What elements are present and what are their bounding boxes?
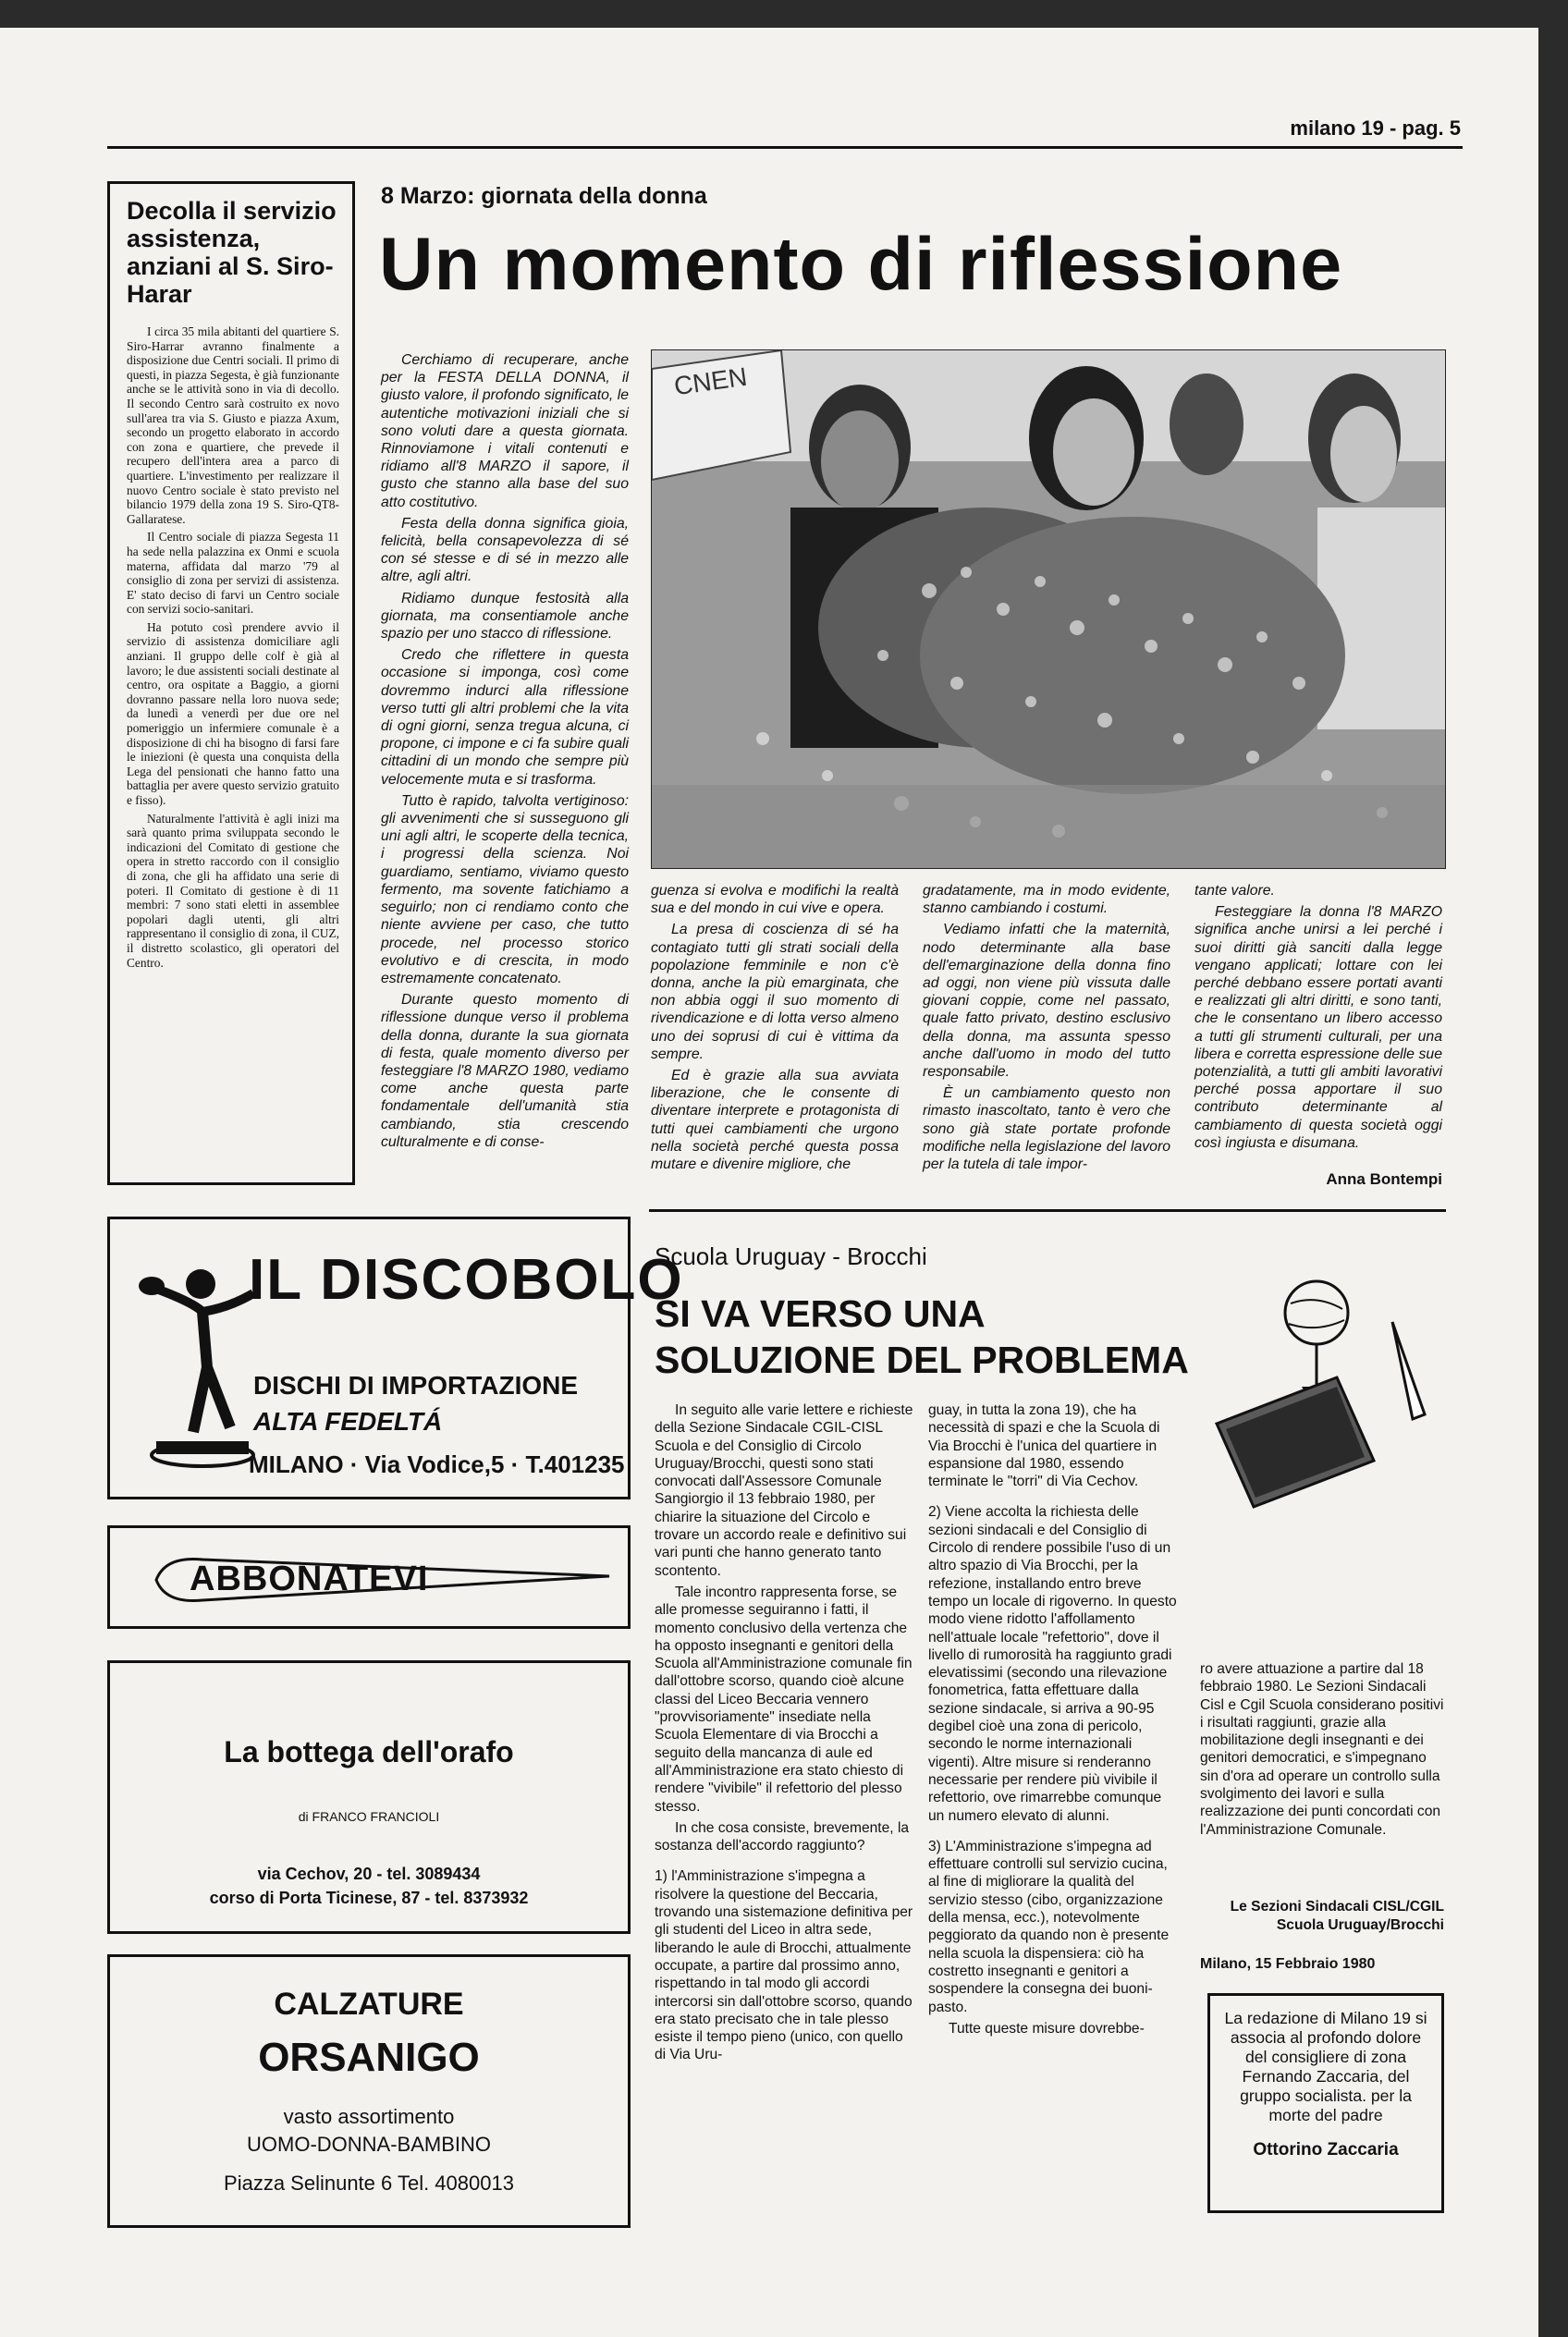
main-col-4	[1194, 882, 1442, 1156]
main-paragraph: La presa di coscienza di sé ha contagiato tutti gli strati sociali della popolazione femminile e non c'è donna, anche la più emarginata, che non abbia oggi il suo momento di rivendicazione e di lotta verso almeno uno dei soprusi di cui è vittima da sempre.	[651, 922, 899, 1062]
school-paragraph: Tale incontro rappresenta forse, se alle promesse seguiranno i fatti, il momento conclusivo della vertenza che ha opposto insegnanti e genitori della Scuola all'Amministrazione comunale fin dall'ottobre scorso, quando cioè alcune classi del Liceo Beccaria vennero "provvisoriamente" insediate nella Scuola Elementare di via Brocchi a seguito della mancanza di aule ed all'Amministrazione era stato chiesto di rendere "vivibile" il refettorio del plesso stesso.	[655, 1584, 913, 1815]
main-headline: Un momento di riflessione	[379, 223, 1343, 306]
ad-abbonatevi[interactable]	[107, 1525, 631, 1629]
main-col-2	[651, 882, 899, 1177]
orafo-address-1: via Cechov, 20 - tel. 3089434	[257, 1865, 481, 1883]
condolence-box	[1207, 1993, 1444, 2213]
photo-illustration	[652, 350, 1445, 868]
banner-text: CNEN	[672, 361, 750, 401]
school-paragraph: guay, in tutta la zona 19), che ha necessità di spazi e che la Scuola di Via Brocchi è l'unica del quartiere in espansione dal 1980, essendo terminate le "torri" di Via Cechov.	[928, 1402, 1160, 1490]
main-paragraph: Cerchiamo di recuperare, anche per la FESTA DELLA DONNA, il giusto valore, il profondo significato, le autentiche motivazioni iniziali che si sono voluti dare a questa giornata. Rinnoviamone i vitali contenuti e ridiamo all'8 MARZO il sapore, il gusto che stanno alla base del suo atto costitutivo.	[381, 352, 629, 510]
school-item-2: 2) Viene accolta la richiesta delle sezioni sindacali e del Consiglio di Circolo di rendere possibile l'uso di un altro spazio di Via Brocchi, per la refezione, installando entro breve tempo un locale di rigoverno. In questo modo viene ridotto l'affollamento nell'attuale locale "refettorio", dove il livello di rumorosità ha raggiunto gradi elevatissimi (secondo una rilevazione fonometrica, fatta effettuare dalla sezione sindacale, si arriva a 90-95 degibel cioè una zona di pericolo, secondo le norme internazionali vigenti). Altre misure si renderanno necessarie per rendere più vivibile il refettorio, ove rimarrebbe comunque un numero elevato di alunni.	[928, 1504, 1177, 1824]
main-paragraph: guenza si evolva e modifichi la realtà sua e del mondo in cui vive e opera.	[651, 883, 899, 917]
calzature-title-2: ORSANIGO	[258, 2035, 480, 2080]
school-item-3: 3) L'Amministrazione s'impegna ad effettuare controlli sul servizio cucina, al fine di migliorare la qualità del servizio stesso (cibo, organizzazione della mensa, ecc.), notevolmente peggiorato da quando non è presente nella scuola la dispensiera: ciò ha costretto insegnanti e genitori a sospendere la consegna dei buoni-pasto.	[928, 1838, 1170, 2015]
condolence-text: La redazione di Milano 19 si associa al profondo dolore del consigliere di zona Fernando Zaccaria, del gruppo socialista. per la morte del padre	[1224, 2009, 1427, 2124]
main-author: Anna Bontempi	[1326, 1170, 1442, 1188]
school-supplies-illustration	[1198, 1276, 1446, 1516]
school-paragraph: In che cosa consiste, brevemente, la sostanza dell'accordo raggiunto?	[655, 1819, 910, 1854]
main-paragraph: Ridiamo dunque festosità alla giornata, ma consentiamole anche spazio per uno stacco di riflessione.	[381, 590, 629, 642]
women-day-photo	[651, 349, 1446, 869]
school-signature-2: Scuola Uruguay/Brocchi	[1276, 1917, 1444, 1933]
sidebar-body	[127, 324, 339, 970]
calzature-line-3: Piazza Selinunte 6 Tel. 4080013	[224, 2172, 514, 2195]
school-headline-1: SI VA VERSO UNA	[655, 1292, 986, 1335]
sidebar-article	[107, 181, 355, 1185]
calzature-line-2: UOMO-DONNA-BAMBINO	[247, 2133, 491, 2156]
school-paragraph: In seguito alle varie lettere e richieste della Sezione Sindacale CGIL-CISL Scuola e del Consiglio di Circolo Uruguay/Brocchi, questi sono stati convocati dall'Assessore Comunale Sangiorgio il 13 febbraio 1980, per chiarire la situazione del Circolo e trovare un accordo reale e definitivo sui vari punti che hanno generato tanto scontento.	[655, 1402, 913, 1579]
calzature-line-1: vasto assortimento	[283, 2105, 455, 2128]
school-col-2	[928, 1401, 1180, 2041]
main-paragraph: Festa della donna significa gioia, felicità, bella consapevolezza di sé con sé stesse e di sé in mezzo alle altre, agli altri.	[381, 515, 629, 585]
orafo-owner: di FRANCO FRANCIOLI	[298, 1809, 440, 1824]
school-paragraph: ro avere attuazione a partire dal 18 febbraio 1980. Le Sezioni Sindacali Cisl e Cgil Scuola considerano positivi i risultati raggiunti, grazie alla mobilitazione degli insegnanti e dei genitori democratici, e s'impegnano sin d'ora ad operare un controllo sulla svolgimento dei lavori e sulla realizzazione dei punti concordati con l'Amministrazione Comunale.	[1200, 1661, 1444, 1838]
sidebar-paragraph: I circa 35 mila abitanti del quartiere S. Siro-Harrar avranno finalmente a disposizione due Centri sociali. Il primo di questi, in piazza Segesta, è già funzionante anche se le attività sono in via di decollo. Il secondo Centro sarà costruito ex novo sull'area tra via S. Giusto e piazza Axum, secondo un progetto elaborato in accordo con zona e quartiere, che prevede il recupero dell'intera area a parco di quartiere. L'investimento per realizzare il nuovo Centro sociale è stato previsto nel bilancio 1979 della zona 19 S. Siro-QT8-Gallaratese.	[127, 324, 339, 526]
school-paragraph: Tutte queste misure dovrebbe-	[949, 2020, 1145, 2037]
sidebar-paragraph: Ha potuto così prendere avvio il servizio di assistenza domiciliare agli anziani. Il gruppo delle colf è già al lavoro; le due assistenti sociali destinate al centro, ora ospitate a Baggio, a giorni dovranno passare nella loro nuova sede; da lunedì a venerdì per due ore nel pomeriggio un infermiere comunale è a disposizione di chi ha bisogno di farsi fare le iniezioni (è questa una conquista della Lega del pensionati che hanno fatto una battaglia per avere questo servizio gratuito e fisso).	[127, 619, 339, 807]
discus-thrower-icon	[138, 1256, 267, 1487]
ad-discobolo	[107, 1217, 684, 1499]
ad-calzature	[107, 1954, 631, 2228]
main-kicker: 8 Marzo: giornata della donna	[381, 183, 707, 209]
school-col-3	[1200, 1660, 1444, 1842]
page-label: milano 19 - pag. 5	[1290, 116, 1461, 140]
main-col-3	[923, 882, 1170, 1177]
ad-orafo	[107, 1660, 631, 1934]
discobolo-brand: IL DISCOBOLO	[249, 1248, 684, 1312]
sidebar-title: Decolla il servizio assistenza, anziani al S. Siro-Harar	[127, 197, 337, 308]
main-paragraph: tante valore.	[1194, 883, 1275, 899]
calzature-title-1: CALZATURE	[274, 1987, 464, 2022]
school-headline-2: SOLUZIONE DEL PROBLEMA	[655, 1339, 1189, 1381]
orafo-title: La bottega dell'orafo	[224, 1735, 514, 1768]
school-signature-1: Le Sezioni Sindacali CISL/CGIL	[1230, 1899, 1444, 1915]
school-col-1	[655, 1401, 915, 2068]
main-paragraph: Ed è grazie alla sua avviata liberazione, che le consente di diventare interprete e protagonista di tutti quei cambiamenti che urgono nella società perché questa possa mutare e divenire migliore, che	[651, 1068, 899, 1173]
main-col-1	[381, 351, 629, 1155]
header-rule	[107, 146, 1463, 149]
school-date: Milano, 15 Febbraio 1980	[1200, 1956, 1376, 1972]
main-paragraph: Tutto è rapido, talvolta vertiginoso: gli avvenimenti che si susseguono gli uni agli altri, le scoperte della tecnica, i progressi della scienza. Noi guardiamo, sentiamo, viviamo questo fermento, ma sovente fatichiamo a seguirlo; non ci rendiamo conto che niente avviene per caso, che tutto procede, nel processo storico evolutivo e di crescita, in modo estremamente concatenato.	[381, 792, 629, 986]
main-paragraph: Credo che riflettere in questa occasione si imponga, così come dovremmo indurci alla riflessione verso tutti gli altri problemi che la vita di ogni giorni, senza tregua alcuna, ci propone, ci impone e ci fa subire quali cittadini di un mondo che sempre più velocemente muta e si trasforma.	[381, 647, 629, 788]
sidebar-paragraph: Il Centro sociale di piazza Segesta 11 ha sede nella palazzina ex Onmi e scuola materna, affidata dal marzo '79 al consiglio di zona per servizi di assistenza. E' stato deciso di farvi un Centro sociale con servizi socio-sanitari.	[127, 530, 339, 617]
orafo-address-2: corso di Porta Ticinese, 87 - tel. 8373932	[209, 1889, 529, 1907]
discobolo-line-3: MILANO · Via Vodice,5 · T.401235	[249, 1450, 625, 1478]
school-kicker: Scuola Uruguay - Brocchi	[655, 1242, 927, 1270]
sidebar-paragraph: Naturalmente l'attività è agli inizi ma sarà quanto prima sviluppata secondo le indicazioni del Comitato di gestione che opera in stretto raccordo con il consiglio di zona, che gli ha affidato una serie di poteri. Il Comitato di gestione è di 11 membri: 7 sono stati eletti in assemblee popolari dagli utenti, gli altri rappresentano il consiglio di zona, il CUZ, il distretto scolastico, gli operatori del Centro.	[127, 811, 339, 970]
discobolo-line-1: DISCHI DI IMPORTAZIONE	[253, 1371, 579, 1400]
main-paragraph: Durante questo momento di riflessione dunque verso il problema della donna, durante la sua giornata di festa, quale momento diverso per festeggiare l'8 MARZO 1980, vediamo come anche questa parte fondamentale dell'umanità stia cambiando, stia crescendo culturalmente e di conse-	[381, 992, 629, 1150]
main-paragraph: Vediamo infatti che la maternità, nodo determinante alla base dell'emarginazione della donna fino ad oggi, non viene più vissuta dalle giovani coppie, come nel passato, quale fatto privato, destino esclusivo della donna, ma assunta spesso anche dall'uomo in modo del tutto responsabile.	[923, 922, 1170, 1081]
school-item-1: 1) l'Amministrazione s'impegna a risolvere la questione del Beccaria, trovando una sistemazione definitiva per gli studenti del Liceo in altra sede, liberando le aule di Brocchi, attualmente occupate, a partire dal prossimo anno, rispettando in tal modo gli accordi intercorsi sin dall'ottobre scorso, quando era stato precisato che in tale plesso esiste il tempo pieno (unico, con quello di Via Uru-	[655, 1868, 913, 2063]
main-paragraph: Festeggiare la donna l'8 MARZO significa anche unirsi a lei perché i suoi diritti già sanciti dalla legge vengano applicati; lottare con lei perché debbano essere portati avanti e realizzati gli altri diritti, e sono tanti, che le consentano un libero accesso a tutti gli strumenti culturali, per una libera e corretta espressione delle sue potenzialità, a tutti gli ambiti lavorativi perché possa apportare il suo contributo determinante al cambiamento di questa società oggi così ingiusta e disumana.	[1194, 904, 1442, 1151]
section-rule	[649, 1209, 1446, 1212]
discobolo-line-2: ALTA FEDELTÁ	[253, 1407, 443, 1436]
main-paragraph: È un cambiamento questo non rimasto inascoltato, tanto è vero che sono già state portate profonde modifiche nella legislazione del lavoro per la tutela di tale impor-	[923, 1085, 1170, 1173]
main-paragraph: gradatamente, ma in modo evidente, stanno cambiando i costumi.	[923, 883, 1170, 917]
condolence-name: Ottorino Zaccaria	[1253, 2140, 1399, 2160]
abbonatevi-text: ABBONATEVI	[190, 1560, 429, 1598]
